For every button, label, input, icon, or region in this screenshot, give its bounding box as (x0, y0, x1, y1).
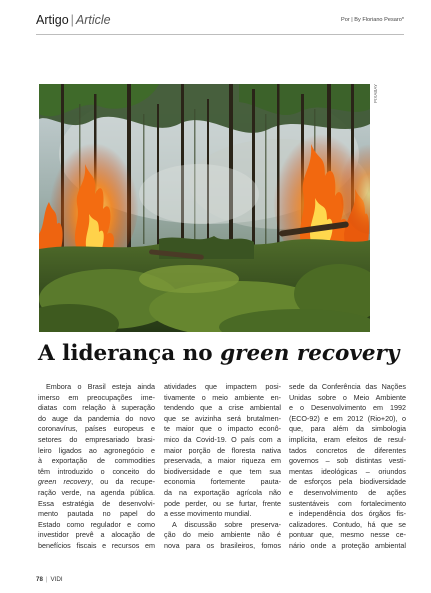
article-title (38, 340, 408, 368)
text-line: mentas ideológicas – oriundos (289, 466, 406, 476)
text-line: mico da Covid-19. O país com a (164, 434, 281, 444)
text-line: que, para além da simbologia (289, 424, 406, 434)
text-line-italic-term: green recovery, ou da recupe- (38, 477, 155, 487)
text-line: te maior que o impacto econô- (164, 424, 281, 434)
text-line: e o Desenvolvimento em 1992 (289, 403, 406, 413)
body-column-3 (289, 382, 406, 552)
text-line: tivamente o meio ambiente en- (164, 392, 281, 402)
page-header (36, 13, 404, 33)
magazine-name: VIDI (50, 576, 63, 583)
section-label (36, 13, 111, 27)
section-separator: | (70, 13, 74, 27)
italic-term: green recovery (38, 477, 92, 487)
text-line: biodiversidade e que tem sua (164, 466, 281, 476)
text-line: pode perder, ou se furtar, frente (164, 498, 281, 508)
text-line: investidor prevê a alocação de (38, 530, 155, 540)
section-label-pt: Artigo (36, 13, 69, 27)
text-line: Unidas sobre o Meio Ambiente (289, 392, 406, 402)
body-column-1 (38, 382, 155, 552)
text-line: e desenvolvimento de ações (289, 487, 406, 497)
text-line: nário onde a proteção ambiental (289, 540, 406, 550)
forest-fire-photo (39, 84, 370, 332)
text-line: atividades que impactem posi- (164, 382, 281, 391)
title-emphasis: green recovery (220, 341, 400, 366)
section-label-en: Article (75, 13, 111, 27)
text-line: sede da Conferência das Nações (289, 382, 406, 391)
text-line: do auge da pandemia do novo (38, 413, 155, 423)
photo-credit-text: PIXABAY (373, 84, 378, 103)
text-line: e independência dos órgãos fis- (289, 509, 406, 519)
text-line: calizadores. Contudo, há que se (289, 519, 406, 529)
text-line: preservada, a maior riqueza em (164, 456, 281, 466)
text-line: ção do meio ambiente não é (164, 530, 281, 540)
title-prefix: A liderança no (38, 341, 221, 366)
text-line: imerso em preocupações ime- (38, 392, 155, 402)
footer-separator: | (45, 576, 48, 583)
text-line: Essa estratégia de desenvolvi- (38, 498, 155, 508)
text-line: tados concretos de diferentes (289, 445, 406, 455)
text-line: Embora o Brasil esteja ainda (46, 382, 155, 391)
forest-fire-illustration (39, 84, 370, 332)
author-byline: Por | By Floriano Pesaro* (340, 17, 404, 23)
text-line: Estado como regulador e como (38, 519, 155, 529)
text-line: ração verde, na agenda pública. (38, 487, 155, 497)
text-line: da na exportação agrícola não (164, 487, 281, 497)
text-line: a esse movimento mundial. (164, 509, 252, 519)
text-line: A discussão sobre preserva- (172, 519, 281, 529)
body-column-2 (164, 382, 281, 552)
text-line: de esforços pela biodiversidade (289, 477, 406, 487)
text-line: à exportação de commodities (38, 456, 155, 466)
text-line: maior porção de floresta nativa (164, 445, 281, 455)
text-line: economia fortemente pauta- (164, 477, 281, 487)
text-line: que se avizinha será brutalmen- (164, 413, 281, 423)
text-line: diatas com relação à superação (38, 403, 155, 413)
text-line: sustentáveis com fortalecimento (289, 498, 406, 508)
header-divider (36, 34, 404, 35)
text-line: leiro ligados ao agronegócio e (38, 445, 155, 455)
text-line: governos – sob distintas vesti- (289, 456, 406, 466)
text-line: nova para os brasileiros, fomos (164, 540, 281, 550)
text-line: mento pautada no papel do (38, 509, 155, 519)
photo-credit (371, 84, 381, 124)
text-line: pontuar que, mesmo nesse ce- (289, 530, 406, 540)
page-footer (36, 576, 63, 583)
text-line: setores do empresariado brasi- (38, 434, 155, 444)
text-line: têm introduzido o conceito do (38, 466, 155, 476)
text-line: coronavírus, países europeus e (38, 424, 155, 434)
text-line: benefícios fiscais e recursos em (38, 540, 155, 550)
text-line: (ECO-92) e em 2012 (Rio+20), o (289, 413, 406, 423)
text-line: tendendo que a crise ambiental (164, 403, 281, 413)
page-number: 78 (36, 576, 43, 583)
text-line: implícita, eram efeitos de resul- (289, 434, 406, 444)
